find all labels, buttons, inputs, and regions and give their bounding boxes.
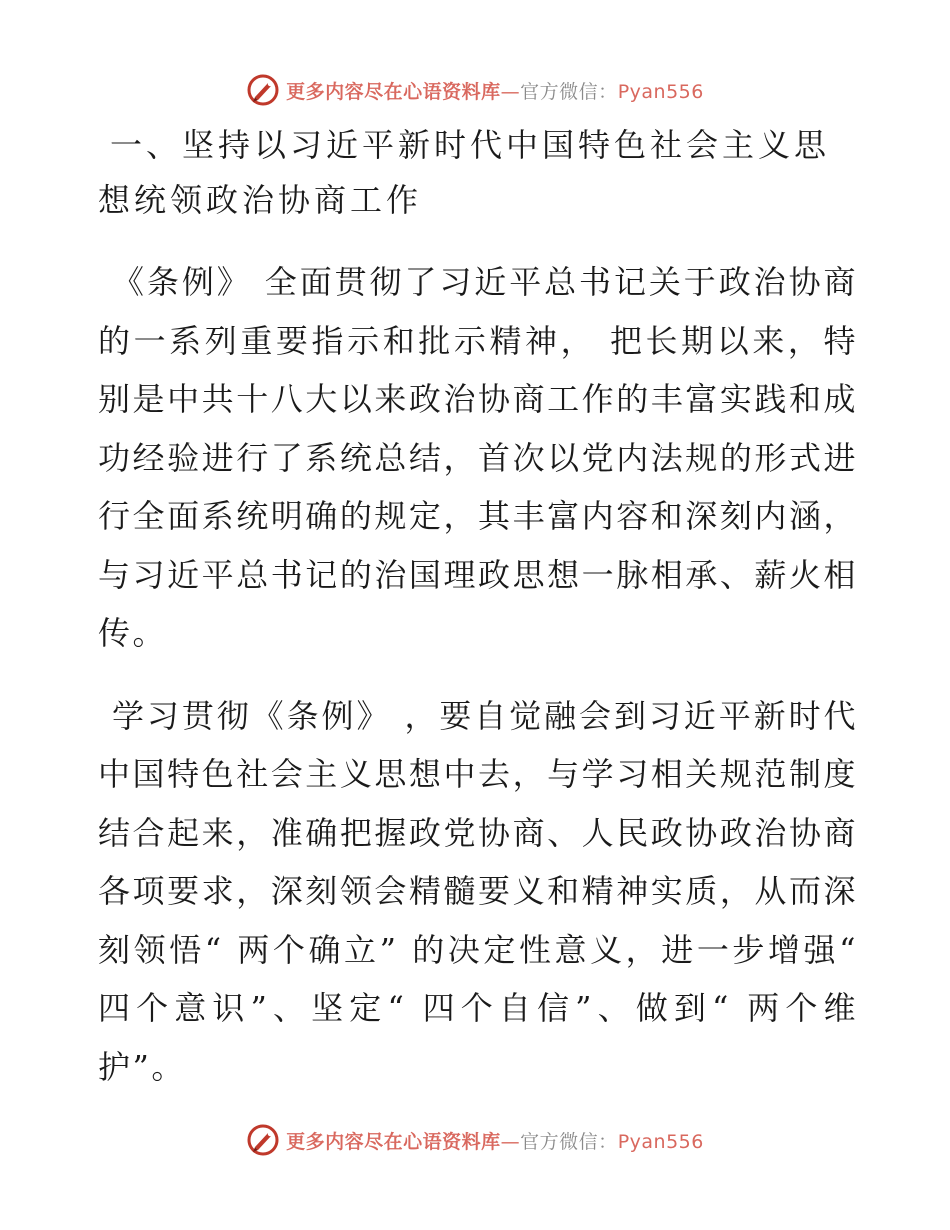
watermark-dash: — <box>500 80 521 103</box>
watermark-text <box>286 1127 704 1154</box>
watermark-wechat-id: Pyan556 <box>617 80 704 103</box>
paragraph-1: 《条例》 全面贯彻了习近平总书记关于政治协商的一系列重要指示和批示精神， 把长期以来，特别是中共十八大以来政治协商工作的丰富实践和成功经验进行了系统总结，首次以党内法规的形式进行全面系统明确的规定，其丰富内容和深刻内涵，与习近平总书记的治国理政思想一脉相承、薪火相传。 <box>98 263 858 652</box>
footer-watermark <box>0 1120 950 1160</box>
watermark-brand: 更多内容尽在心语资料库 <box>286 1130 501 1153</box>
watermark-label: 官方微信： <box>520 80 618 103</box>
header-watermark <box>0 70 950 110</box>
document-body <box>98 118 858 1096</box>
pen-logo-icon <box>246 1123 280 1157</box>
watermark-text <box>286 77 704 104</box>
watermark-wechat-id: Pyan556 <box>617 1130 704 1153</box>
watermark-brand: 更多内容尽在心语资料库 <box>286 80 501 103</box>
watermark-label: 官方微信： <box>520 1130 618 1153</box>
paragraph-2: 学习贯彻《条例》 ，要自觉融会到习近平新时代中国特色社会主义思想中去，与学习相关规范制度结合起来，准确把握政党协商、人民政协政治协商各项要求，深刻领会精髓要义和精神实质，从而深刻领悟“ 两个确立” 的决定性意义，进一步增强“ 四个意识”、坚定“ 四个自信”、做到“ 两个维护”。 <box>98 696 858 1086</box>
pen-logo-icon <box>246 73 280 107</box>
section-heading: 一、坚持以习近平新时代中国特色社会主义思想统领政治协商工作 <box>98 126 831 219</box>
watermark-dash: — <box>500 1130 521 1153</box>
